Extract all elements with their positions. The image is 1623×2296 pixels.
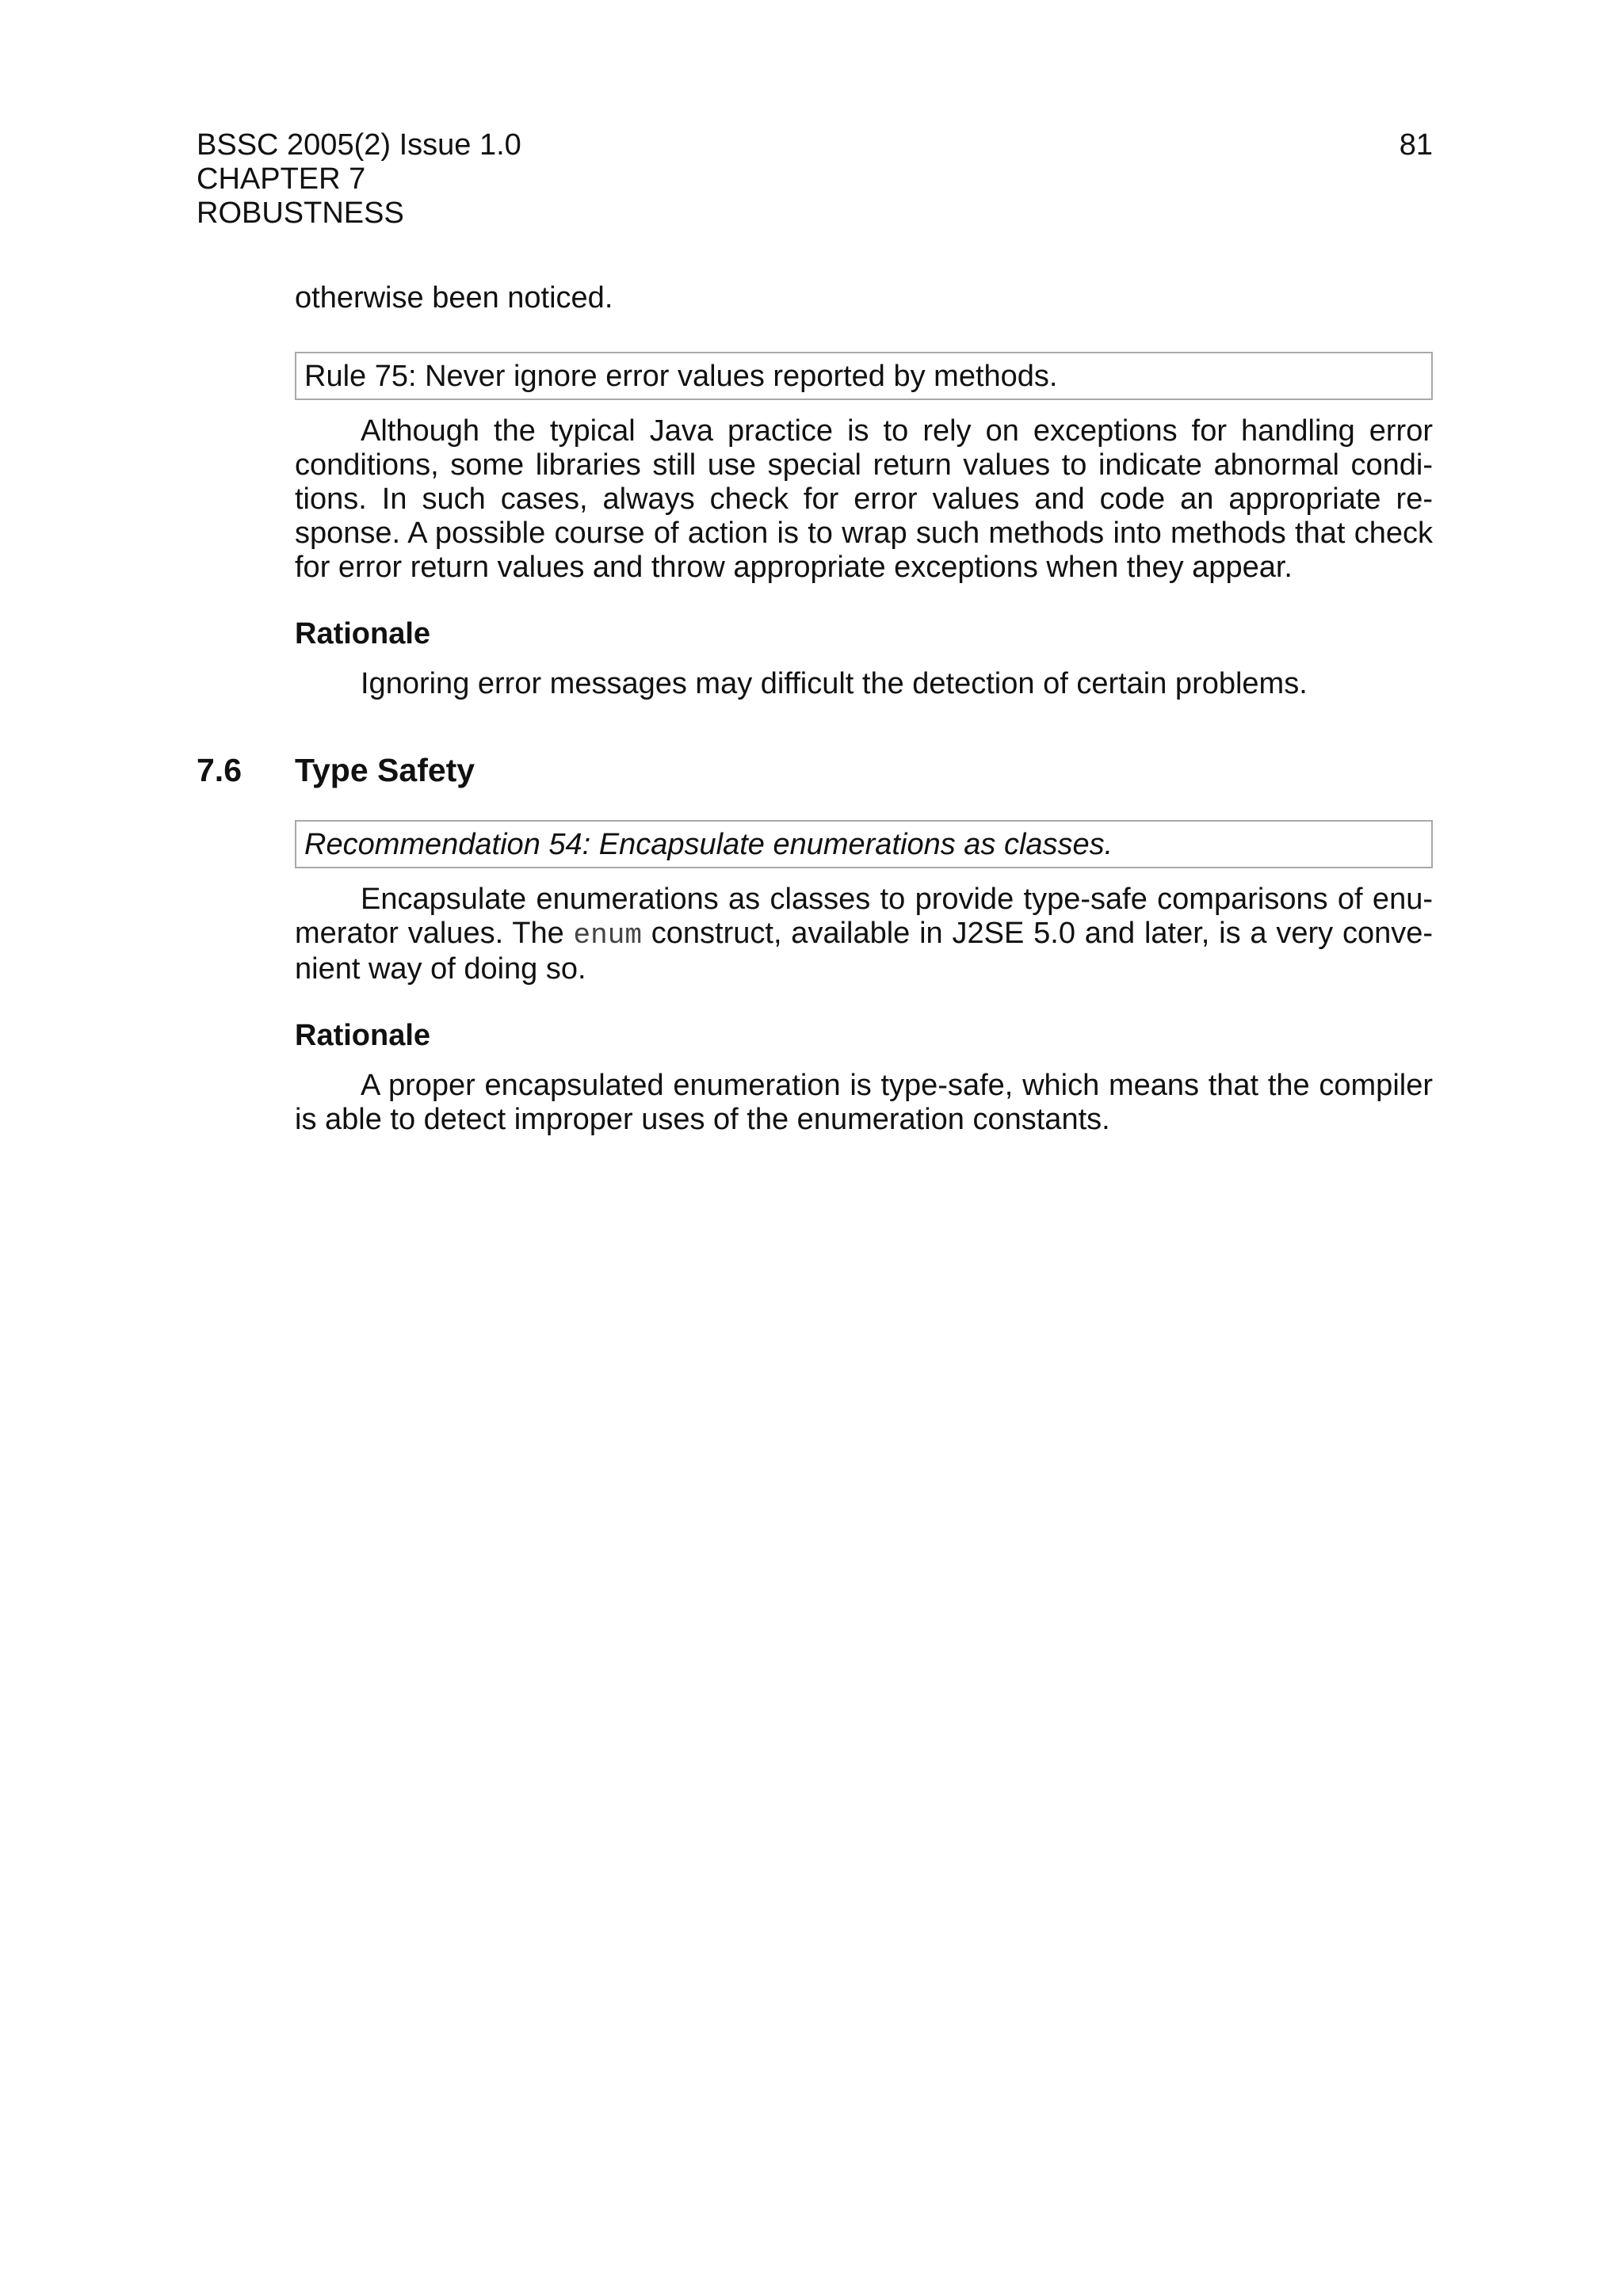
document-id: BSSC 2005(2) Issue 1.0 bbox=[197, 128, 521, 162]
recommendation-54-paragraph bbox=[295, 883, 1433, 986]
section-title: Type Safety bbox=[295, 752, 475, 788]
header-left-block bbox=[197, 128, 1433, 231]
page-header bbox=[197, 128, 1433, 231]
enum-code: enum bbox=[573, 919, 642, 952]
rule-75-box bbox=[295, 352, 1433, 400]
chapter-label: CHAPTER 7 bbox=[197, 162, 366, 196]
recommendation-54-text-before-code: Encapsulate enumerations as classes to provide type-safe comparisons of enumerator values. The bbox=[295, 883, 1433, 950]
page-number: 81 bbox=[1399, 128, 1433, 162]
page-content bbox=[197, 281, 1433, 1137]
recommendation-54-rationale-heading: Rationale bbox=[295, 1019, 431, 1052]
recommendation-54-text: Recommendation 54: Encapsulate enumerations as classes. bbox=[304, 828, 1113, 861]
recommendation-54-box bbox=[295, 820, 1433, 868]
chapter-title: ROBUSTNESS bbox=[197, 196, 404, 230]
section-number: 7.6 bbox=[197, 752, 242, 788]
recommendation-54-text-after-code: construct, available in J2SE 5.0 and later, is a very convenient way of doing so. bbox=[295, 917, 1433, 986]
recommendation-54-rationale-text: A proper encapsulated enumeration is type-safe, which means that the compiler is able to detect improper uses of the enumeration constants. bbox=[295, 1069, 1433, 1136]
rule-75-rationale-text: Ignoring error messages may difficult the detection of certain problems. bbox=[361, 667, 1308, 700]
section-heading bbox=[197, 752, 1433, 788]
continuation-text: otherwise been noticed. bbox=[295, 281, 613, 315]
rule-75-text: Rule 75: Never ignore error values reported by methods. bbox=[304, 360, 1058, 393]
rule-75-rationale-heading: Rationale bbox=[295, 617, 431, 650]
rule-75-paragraph: Although the typical Java practice is to rely on exceptions for handling error conditions, some libraries still use special return values to indicate abnormal conditions. In such cases, always check for error values and code an appropriate response. A possible course of action is to wrap such methods into methods that check for error return values and throw appropriate exceptions when they appear. bbox=[295, 414, 1433, 584]
